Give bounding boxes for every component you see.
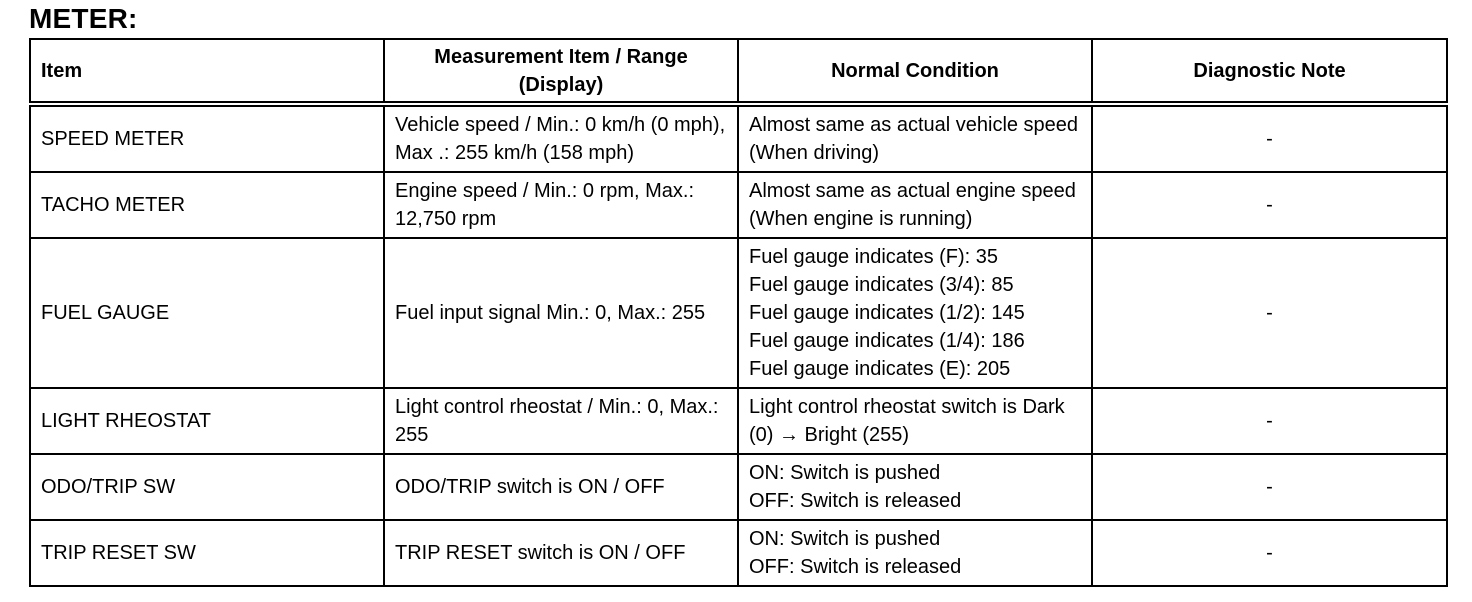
normal-condition-line: OFF: Switch is released xyxy=(749,556,962,578)
measurement-cell: Fuel input signal Min.: 0, Max.: 255 xyxy=(384,238,738,388)
diagnostic-note-cell: - xyxy=(1092,104,1447,172)
table-row xyxy=(30,104,1447,172)
item-cell: FUEL GAUGE xyxy=(30,238,384,388)
item-cell: TRIP RESET SW xyxy=(30,520,384,586)
normal-condition-cell xyxy=(738,454,1092,520)
normal-condition-line: Almost same as actual engine speed (When engine is running) xyxy=(749,180,1076,230)
measurement-cell: ODO/TRIP switch is ON / OFF xyxy=(384,454,738,520)
normal-condition-line: Fuel gauge indicates (E): 205 xyxy=(749,358,1011,380)
normal-condition-cell xyxy=(738,238,1092,388)
normal-condition-line: Fuel gauge indicates (1/2): 145 xyxy=(749,302,1025,324)
page-title: METER: xyxy=(29,3,138,34)
normal-condition-line: Fuel gauge indicates (F): 35 xyxy=(749,246,999,268)
header-measurement-line2: (Display) xyxy=(518,73,604,96)
diagnostic-note-cell: - xyxy=(1092,520,1447,586)
normal-condition-cell xyxy=(738,388,1092,454)
normal-condition-line: Light control rheostat switch is Dark (0) → Bright (255) xyxy=(749,396,1065,446)
normal-condition-line: ON: Switch is pushed xyxy=(749,462,941,484)
header-measurement-line1: Measurement Item / Range xyxy=(434,45,688,68)
normal-condition-line: Fuel gauge indicates (1/4): 186 xyxy=(749,330,1025,352)
normal-condition-line: OFF: Switch is released xyxy=(749,490,962,512)
table-header-row xyxy=(30,39,1447,104)
diagnostic-note-cell: - xyxy=(1092,238,1447,388)
measurement-cell: TRIP RESET switch is ON / OFF xyxy=(384,520,738,586)
normal-condition-cell xyxy=(738,172,1092,238)
item-cell: TACHO METER xyxy=(30,172,384,238)
header-normal-condition: Normal Condition xyxy=(738,39,1092,104)
header-diagnostic-note: Diagnostic Note xyxy=(1092,39,1447,104)
measurement-cell: Engine speed / Min.: 0 rpm, Max.: 12,750 rpm xyxy=(384,172,738,238)
normal-condition-cell xyxy=(738,520,1092,586)
header-item: Item xyxy=(30,39,384,104)
header-measurement xyxy=(384,39,738,104)
normal-condition-cell xyxy=(738,104,1092,172)
table-row xyxy=(30,172,1447,238)
table-row xyxy=(30,238,1447,388)
diagnostic-note-cell: - xyxy=(1092,172,1447,238)
measurement-cell: Light control rheostat / Min.: 0, Max.: 255 xyxy=(384,388,738,454)
diagnostic-note-cell: - xyxy=(1092,454,1447,520)
normal-condition-line: Almost same as actual vehicle speed (When driving) xyxy=(749,114,1079,164)
table-row xyxy=(30,388,1447,454)
item-cell: LIGHT RHEOSTAT xyxy=(30,388,384,454)
normal-condition-line: ON: Switch is pushed xyxy=(749,528,941,550)
item-cell: ODO/TRIP SW xyxy=(30,454,384,520)
diagnostic-note-cell: - xyxy=(1092,388,1447,454)
item-cell: SPEED METER xyxy=(30,104,384,172)
table-row xyxy=(30,454,1447,520)
measurement-cell: Vehicle speed / Min.: 0 km/h (0 mph), Max .: 255 km/h (158 mph) xyxy=(384,104,738,172)
normal-condition-line: Fuel gauge indicates (3/4): 85 xyxy=(749,274,1014,296)
table-row xyxy=(30,520,1447,586)
meter-table xyxy=(29,38,1448,587)
